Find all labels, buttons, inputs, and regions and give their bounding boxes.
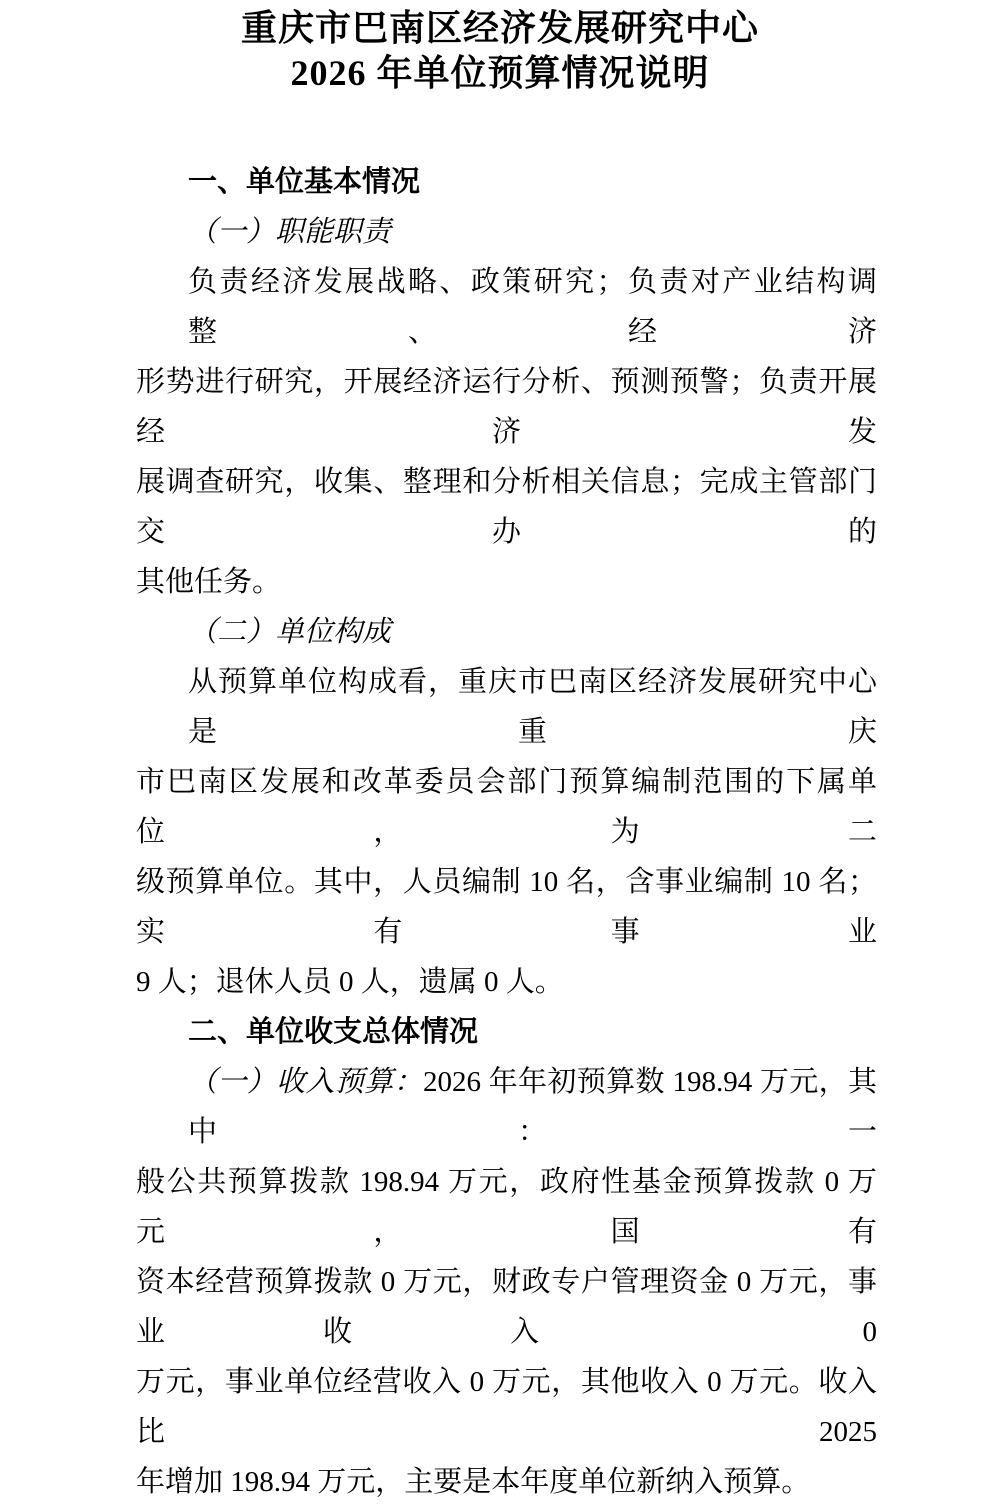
paragraph-line: 万元，事业单位经营收入 0 万元，其他收入 0 万元。收入比 2025 — [136, 1366, 877, 1448]
paragraph-lead: （一）收入预算： — [188, 1066, 423, 1098]
document-title-line2: 2026 年单位预算情况说明 — [290, 53, 710, 93]
paragraph-line: 资本经营预算拨款 0 万元，财政专户管理资金 0 万元，事业收入 0 — [136, 1266, 877, 1348]
paragraph-line: 形势进行研究，开展经济运行分析、预测预警；负责开展经济发 — [136, 366, 877, 448]
paragraph-line: 市巴南区发展和改革委员会部门预算编制范围的下属单位，为二 — [136, 766, 877, 848]
paragraph-line: 级预算单位。其中，人员编制 10 名，含事业编制 10 名；实有事业 — [136, 866, 877, 948]
paragraph-line: 展调查研究，收集、整理和分析相关信息；完成主管部门交办的 — [136, 466, 877, 548]
paragraph-line: 其他任务。 — [136, 566, 282, 598]
document-title — [0, 0, 1000, 96]
section-heading: 一、单位基本情况 — [188, 166, 421, 198]
paragraph-line — [136, 1057, 877, 1157]
paragraph-line: 从预算单位构成看，重庆市巴南区经济发展研究中心是重庆 — [188, 666, 877, 748]
paragraph-text: 2026 年年初预算数 198.94 万元，其中：一 — [188, 1066, 877, 1148]
document-title-line1: 重庆市巴南区经济发展研究中心 — [240, 8, 759, 48]
document-body — [136, 157, 877, 1507]
paragraph-line: 般公共预算拨款 198.94 万元，政府性基金预算拨款 0 万元，国有 — [136, 1166, 877, 1248]
paragraph-line: 负责经济发展战略、政策研究；负责对产业结构调整、经济 — [188, 266, 877, 348]
sub-section-heading: （二）单位构成 — [188, 616, 392, 648]
sub-section-heading: （一）职能职责 — [188, 216, 392, 248]
section-heading: 二、单位收支总体情况 — [188, 1016, 479, 1048]
paragraph-line: 年增加 198.94 万元，主要是本年度单位新纳入预算。 — [136, 1466, 811, 1498]
paragraph-line: 9 人；退休人员 0 人，遗属 0 人。 — [136, 966, 564, 998]
